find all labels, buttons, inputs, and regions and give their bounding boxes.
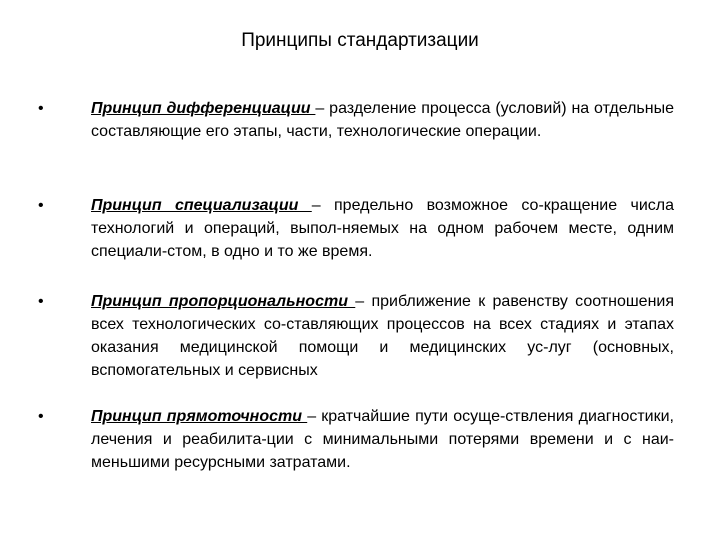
item-term: Принцип специализации bbox=[91, 197, 312, 214]
item-description: – кратчайшие пути осуще-ствления диагностики, лечения и реабилита-ции с минимальными потерями времени и с наи-меньшими ресурсными затратами. bbox=[91, 408, 674, 471]
item-term: Принцип дифференциации bbox=[91, 100, 316, 117]
bullet: • bbox=[38, 100, 44, 117]
bullet: • bbox=[38, 408, 44, 425]
bullet: • bbox=[38, 197, 44, 214]
slide-title: Принципы стандартизации bbox=[241, 30, 479, 51]
bullet: • bbox=[38, 293, 44, 310]
item-text bbox=[91, 194, 674, 263]
item-text bbox=[91, 97, 674, 143]
item-description: – предельно возможное со-кращение числа технологий и операций, выпол-няемых на одном рабочем месте, одним специали-стом, в одно и то же время. bbox=[91, 197, 675, 260]
item-term: Принцип прямоточности bbox=[91, 408, 308, 425]
item-term: Принцип пропорциональности bbox=[91, 293, 356, 310]
item-description: – разделение процесса (условий) на отдельные составляющие его этапы, части, технологические операции. bbox=[91, 100, 675, 140]
item-description: – приближение к равенству соотношения всех технологических со-ставляющих процессов на всех стадиях и этапах оказания медицинской помощи и медицинских ус-луг (основных, вспомогательных и сервисных bbox=[91, 293, 675, 379]
item-text bbox=[91, 290, 674, 382]
item-text bbox=[91, 405, 674, 474]
